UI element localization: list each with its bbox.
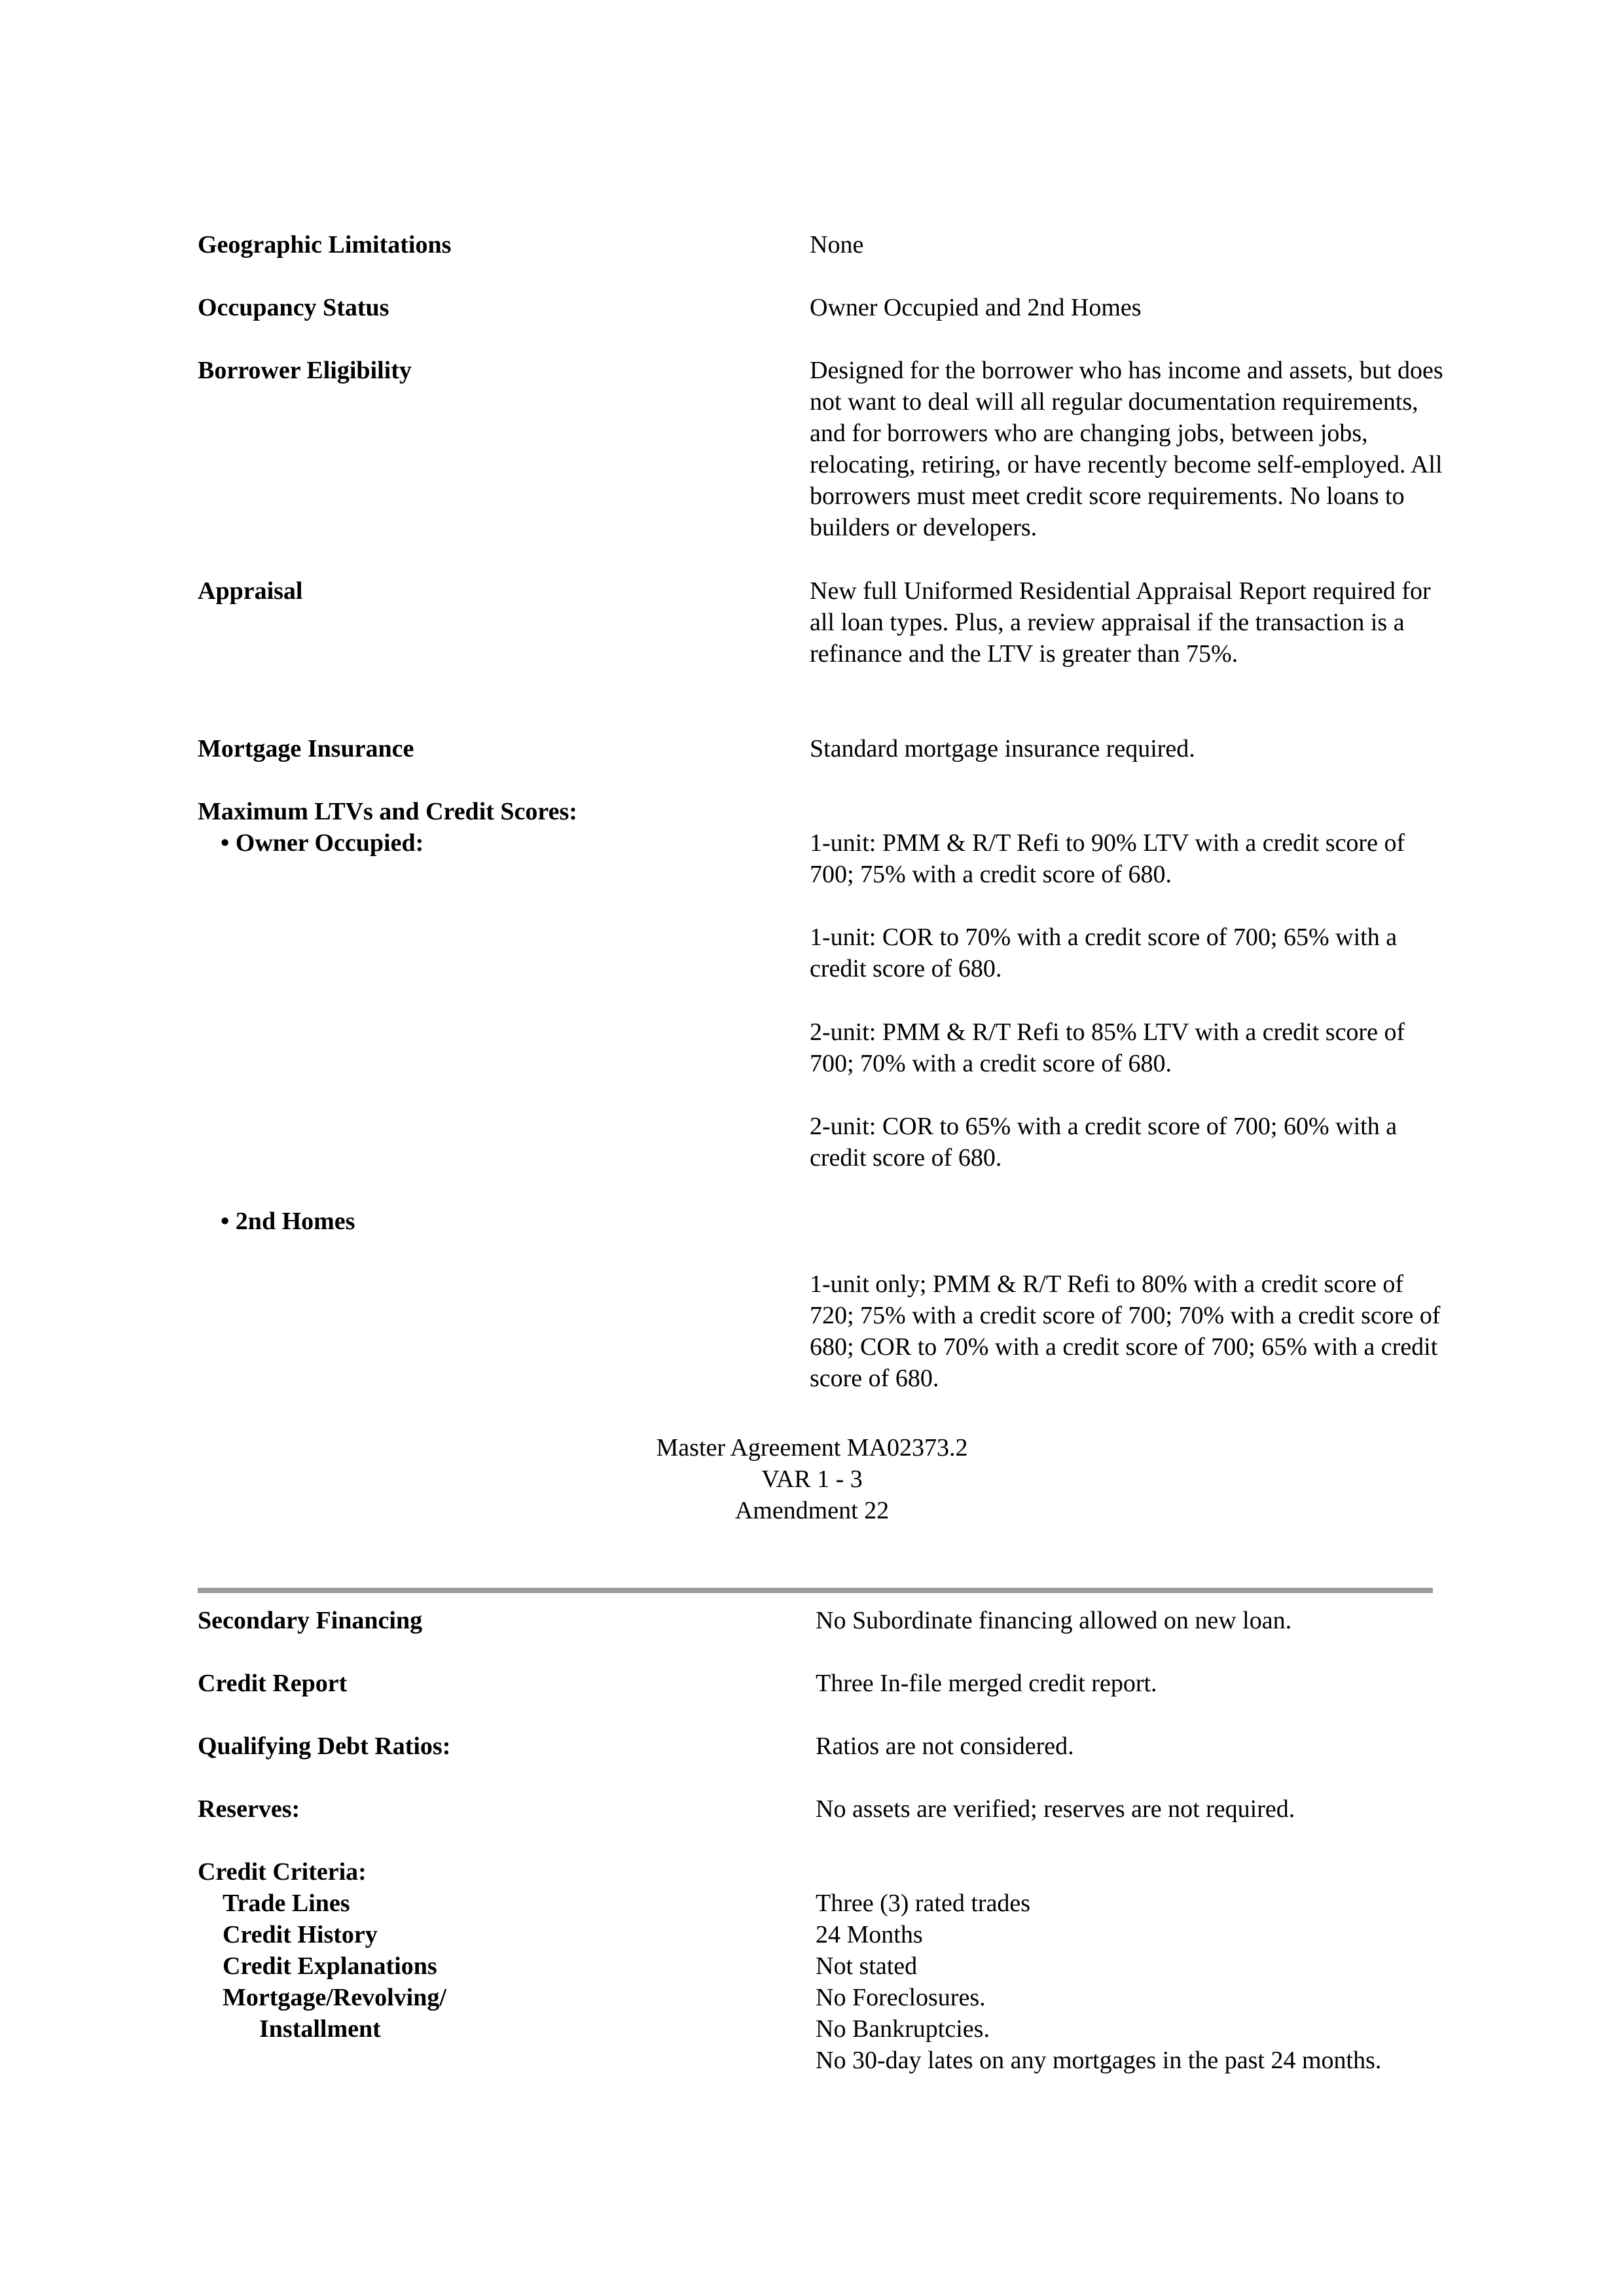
- reserves-label: Reserves:: [198, 1795, 300, 1823]
- footer-var: VAR 1 - 3: [761, 1465, 863, 1493]
- mortgage-revolving-label: Mortgage/Revolving/: [223, 1984, 446, 2011]
- page-footer: [0, 1432, 1624, 1526]
- mortgage-insurance-value: Standard mortgage insurance required.: [810, 735, 1195, 762]
- trade-lines-value: Three (3) rated trades: [816, 1890, 1031, 1917]
- appraisal-value: New full Uniformed Residential Appraisal Report required for all loan types. Plus, a review appraisal if the transaction is a refinance and the LTV is greater than 75%.: [810, 577, 1431, 668]
- qualifying-debt-ratios-label: Qualifying Debt Ratios:: [198, 1732, 451, 1760]
- max-ltv-credit-scores-heading: Maximum LTVs and Credit Scores:: [198, 798, 577, 825]
- owner-occupied-label: • Owner Occupied:: [221, 829, 424, 857]
- second-homes-value: 1-unit only; PMM & R/T Refi to 80% with a credit score of 720; 75% with a credit score of 700; 70% with a credit score of 680; COR to 70% with a credit score of 700; 65% with a credit score of 680.: [810, 1270, 1441, 1392]
- credit-criteria-heading: Credit Criteria:: [198, 1858, 367, 1886]
- credit-explanations-label: Credit Explanations: [223, 1952, 437, 1980]
- trade-lines-label: Trade Lines: [223, 1890, 350, 1917]
- mortgage-item-1: No Foreclosures.: [816, 1984, 986, 2011]
- secondary-financing-label: Secondary Financing: [198, 1607, 423, 1634]
- mortgage-item-2: No Bankruptcies.: [816, 2015, 990, 2043]
- secondary-financing-value: No Subordinate financing allowed on new loan.: [816, 1607, 1292, 1634]
- footer-master-agreement: Master Agreement MA02373.2: [656, 1434, 968, 1462]
- mortgage-item-3: No 30-day lates on any mortgages in the past 24 months.: [816, 2047, 1382, 2074]
- borrower-eligibility-value: Designed for the borrower who has income and assets, but does not want to deal will all regular documentation requirements, and for borrowers who are changing jobs, between jobs, relocating, retiring, or have recently become self-employed. All borrowers must meet credit score requirements. No loans to builders or developers.: [810, 357, 1443, 541]
- footer-amendment: Amendment 22: [734, 1497, 890, 1524]
- occupancy-status-label: Occupancy Status: [198, 294, 389, 321]
- geographic-limitations-label: Geographic Limitations: [198, 231, 452, 259]
- mortgage-insurance-label: Mortgage Insurance: [198, 735, 414, 762]
- horizontal-divider: [198, 1588, 1433, 1593]
- owner-occupied-item-3: 2-unit: PMM & R/T Refi to 85% LTV with a credit score of 700; 70% with a credit score of 680.: [810, 1018, 1405, 1077]
- credit-report-label: Credit Report: [198, 1670, 348, 1697]
- second-homes-label: • 2nd Homes: [221, 1208, 355, 1235]
- owner-occupied-item-4: 2-unit: COR to 65% with a credit score of 700; 60% with a credit score of 680.: [810, 1113, 1398, 1172]
- geographic-limitations-value: None: [810, 231, 864, 259]
- appraisal-label: Appraisal: [198, 577, 303, 605]
- reserves-value: No assets are verified; reserves are not required.: [816, 1795, 1295, 1823]
- owner-occupied-item-1: 1-unit: PMM & R/T Refi to 90% LTV with a credit score of 700; 75% with a credit score of 680.: [810, 829, 1405, 888]
- installment-label: Installment: [259, 2015, 381, 2043]
- credit-report-value: Three In-file merged credit report.: [816, 1670, 1157, 1697]
- qualifying-debt-ratios-value: Ratios are not considered.: [816, 1732, 1074, 1760]
- credit-history-value: 24 Months: [816, 1921, 923, 1948]
- occupancy-status-value: Owner Occupied and 2nd Homes: [810, 294, 1142, 321]
- owner-occupied-item-2: 1-unit: COR to 70% with a credit score of 700; 65% with a credit score of 680.: [810, 924, 1398, 982]
- credit-history-label: Credit History: [223, 1921, 378, 1948]
- borrower-eligibility-label: Borrower Eligibility: [198, 357, 412, 384]
- credit-explanations-value: Not stated: [816, 1952, 918, 1980]
